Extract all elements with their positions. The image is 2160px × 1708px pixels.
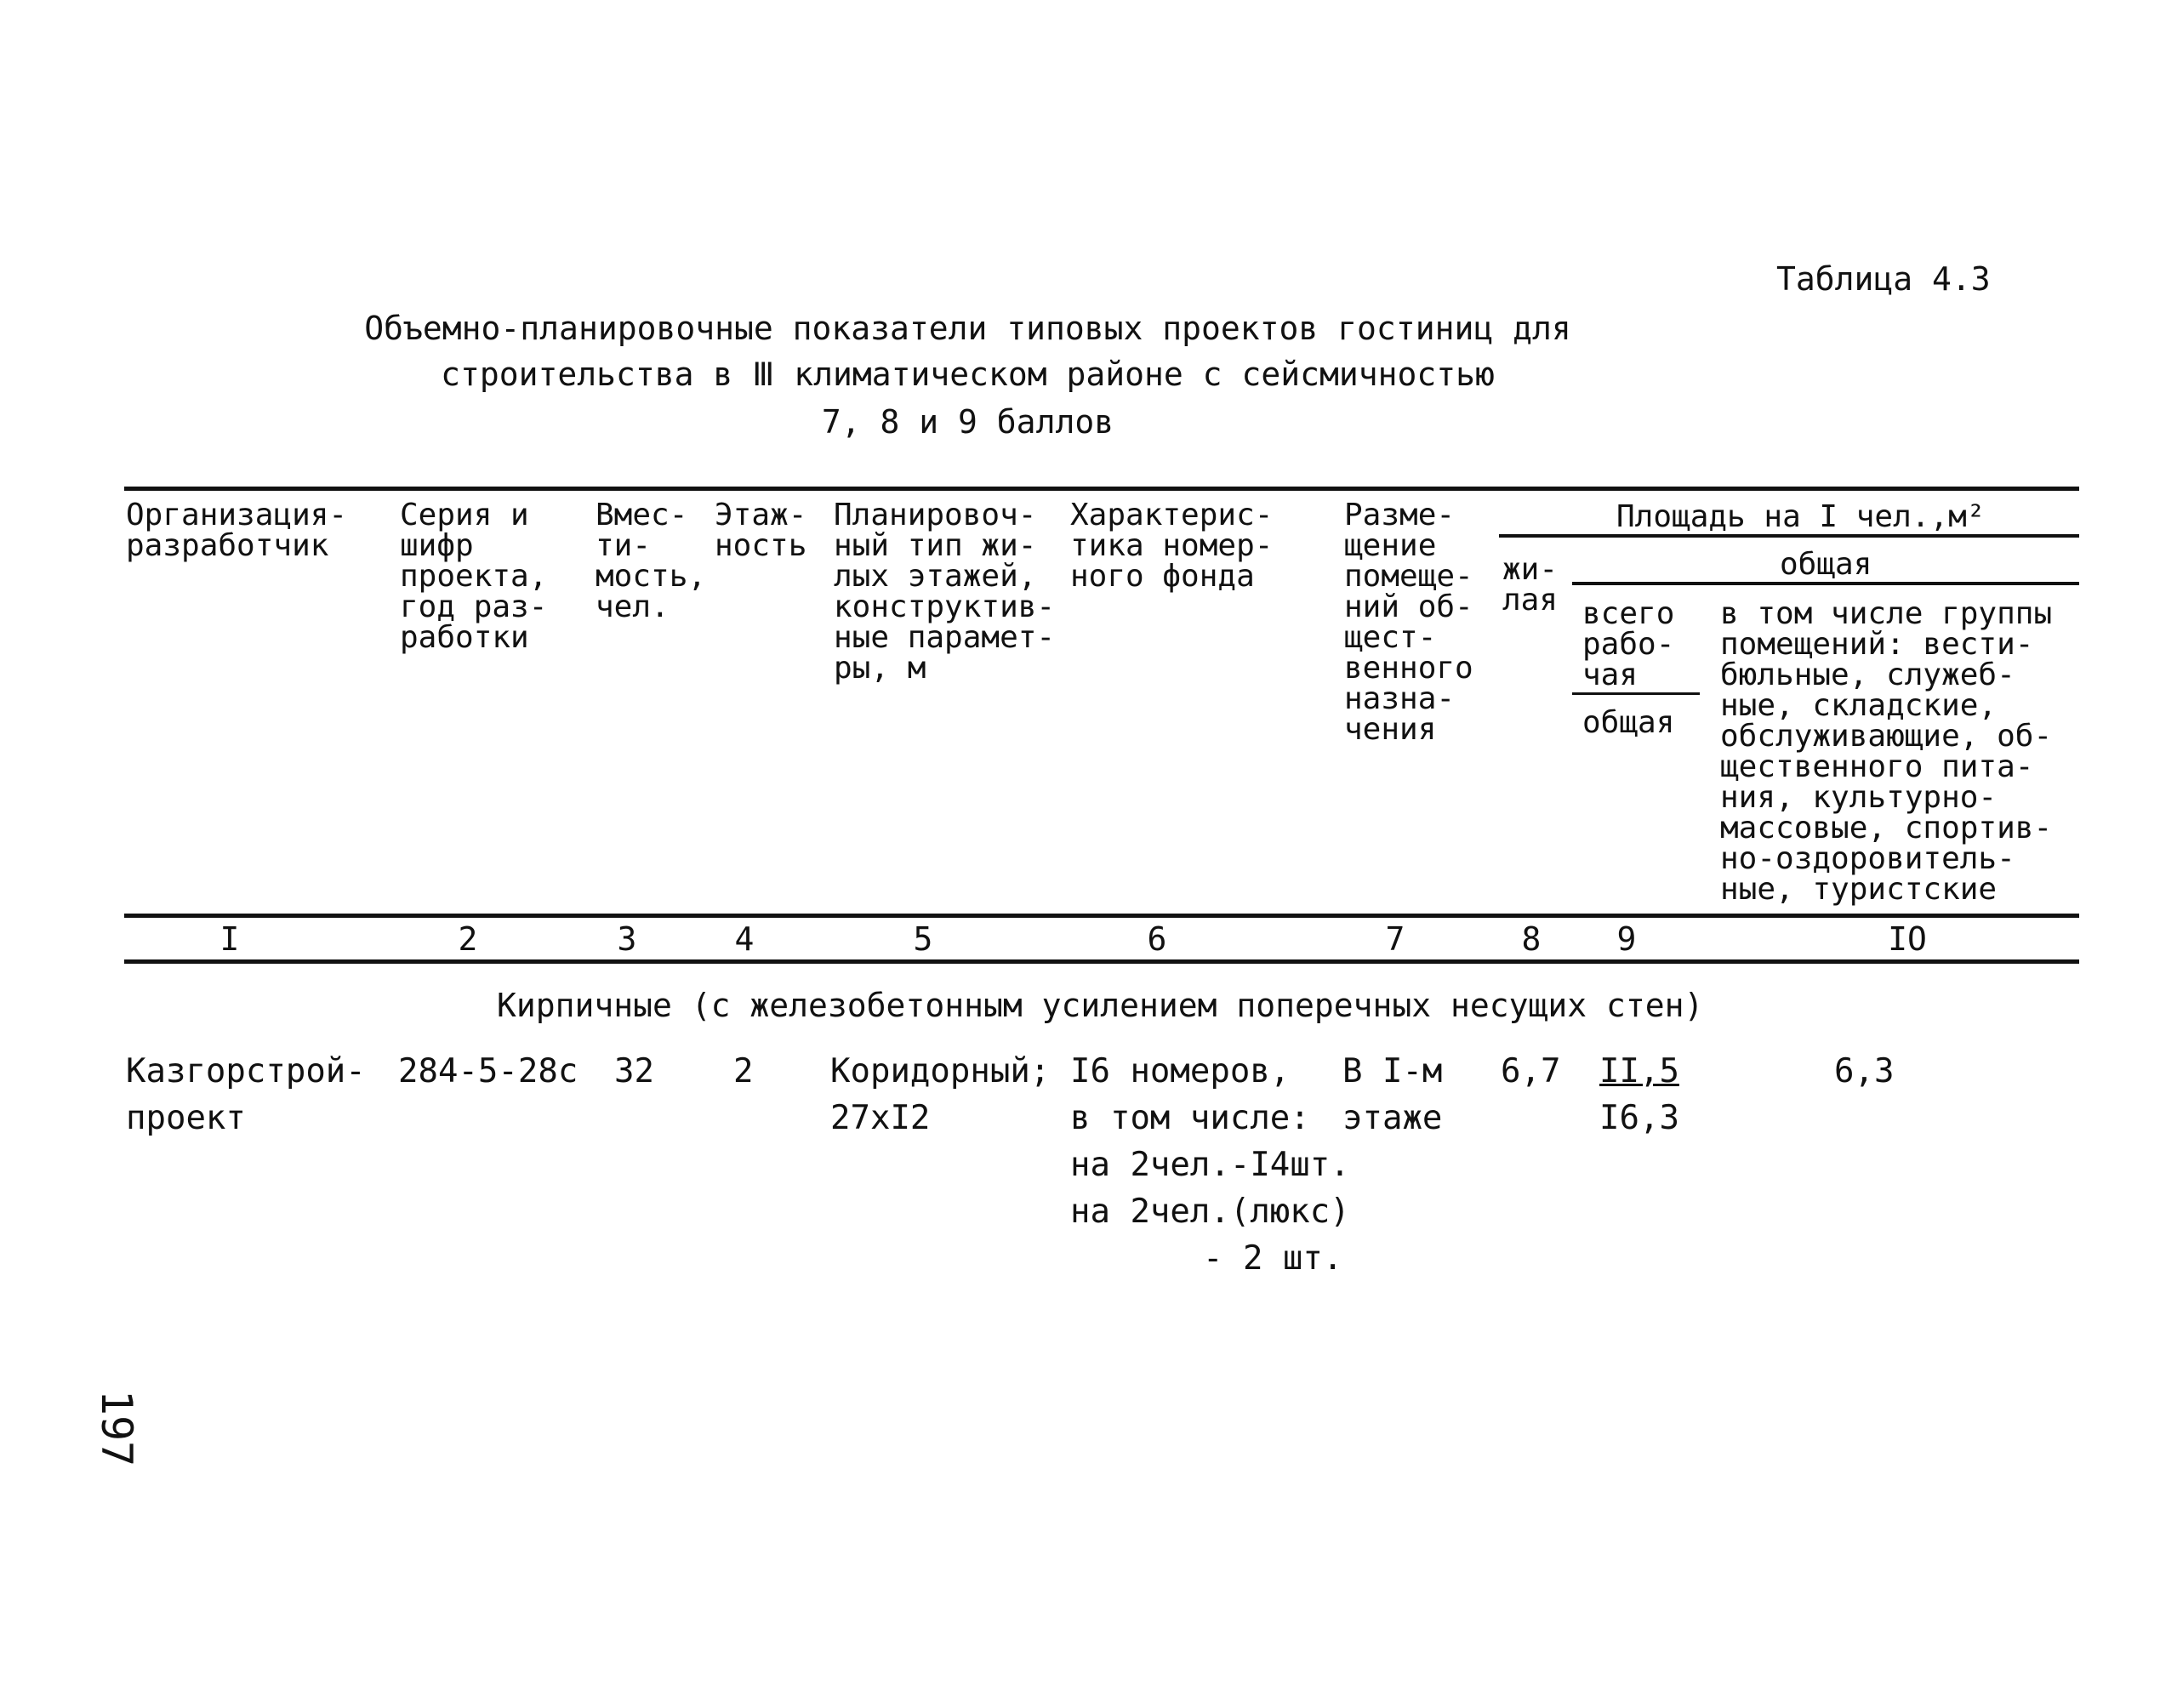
column-number-5: 5 — [913, 920, 933, 958]
cell-room-stock-line-3: на 2чел.-I4шт. — [1070, 1146, 1350, 1184]
column-number-9: 9 — [1616, 920, 1637, 958]
header-room-stock: Характерис- тика номер- ного фонда — [1070, 498, 1274, 594]
cell-public-placement: В I-м этаже — [1342, 1052, 1443, 1137]
header-planning: Планировоч- ный тип жи- лых этажей, конструктив- ные парамет- ры, м — [834, 498, 1056, 686]
cell-working-total: II,5 — [1599, 1052, 1679, 1090]
column-number-1: I — [219, 920, 240, 958]
header-bottom-rule — [124, 914, 2079, 918]
header-capacity: Вмес- ти- мость, чел. — [596, 498, 707, 624]
table-label: Таблица 4.3 — [1776, 260, 1991, 298]
section-title: Кирпичные (с железобетонным усилением поперечных несущих стен) — [497, 987, 1704, 1024]
table-top-rule — [124, 487, 2079, 491]
working-area-rule — [1572, 692, 1700, 695]
header-series: Серия и шифр проекта, год раз- работки — [400, 498, 548, 655]
cell-room-stock-line-4: на 2чел.(люкс) — [1070, 1193, 1350, 1231]
cell-organization: Казгорстрой- проект — [126, 1052, 366, 1137]
cell-capacity: 32 — [614, 1052, 654, 1090]
cell-room-groups: 6,3 — [1834, 1052, 1895, 1090]
cell-general-total: I6,3 — [1599, 1099, 1679, 1137]
column-number-8: 8 — [1521, 920, 1542, 958]
header-floors: Этаж- ность — [715, 498, 807, 563]
header-room-groups: в том числе группы помещений: вести- бюльные, служеб- ные, складские, обслуживающие, об- щественного пита- ния, культурно- массовые, спортив- но-оздоровитель- ные, туристские — [1720, 596, 2053, 907]
column-number-2: 2 — [458, 920, 478, 958]
column-number-10: IO — [1888, 920, 1927, 958]
area-group-rule — [1499, 534, 2079, 538]
header-living-area: жи- лая — [1502, 552, 1559, 618]
header-general-area: общая — [1780, 547, 1872, 582]
header-general-total: общая — [1582, 705, 1675, 740]
column-number-bottom-rule — [124, 959, 2079, 964]
cell-living-area: 6,7 — [1501, 1052, 1561, 1090]
cell-room-stock-line-2: в том числе: — [1070, 1099, 1310, 1137]
table-title-line-1: Объемно-планировочные показатели типовых проектов гостиниц для — [364, 310, 1571, 347]
header-area-per-person: Площадь на I чел.,м² — [1616, 499, 1986, 534]
table-title-line-2: строительства в Ⅲ климатическом районе с сейсмичностью — [441, 356, 1495, 393]
cell-planning: Коридорный; 27хI2 — [830, 1052, 1051, 1137]
header-public-placement: Разме- щение помеще- ний об- щест- венного назна- чения — [1344, 498, 1473, 747]
header-working-total: всего рабо- чая — [1582, 596, 1675, 692]
page-number: 197 — [92, 1389, 142, 1467]
header-organization: Организация- разработчик — [126, 498, 348, 563]
column-number-6: 6 — [1147, 920, 1167, 958]
cell-room-stock-line-1: I6 номеров, — [1070, 1052, 1291, 1090]
column-number-4: 4 — [734, 920, 755, 958]
cell-room-stock-line-5: - 2 шт. — [1203, 1239, 1343, 1278]
cell-series: 284-5-28с — [398, 1052, 578, 1090]
table-title-line-3: 7, 8 и 9 баллов — [821, 403, 1114, 441]
column-number-3: 3 — [617, 920, 637, 958]
cell-floors: 2 — [733, 1052, 754, 1090]
general-area-rule — [1572, 582, 2079, 585]
column-number-7: 7 — [1385, 920, 1405, 958]
